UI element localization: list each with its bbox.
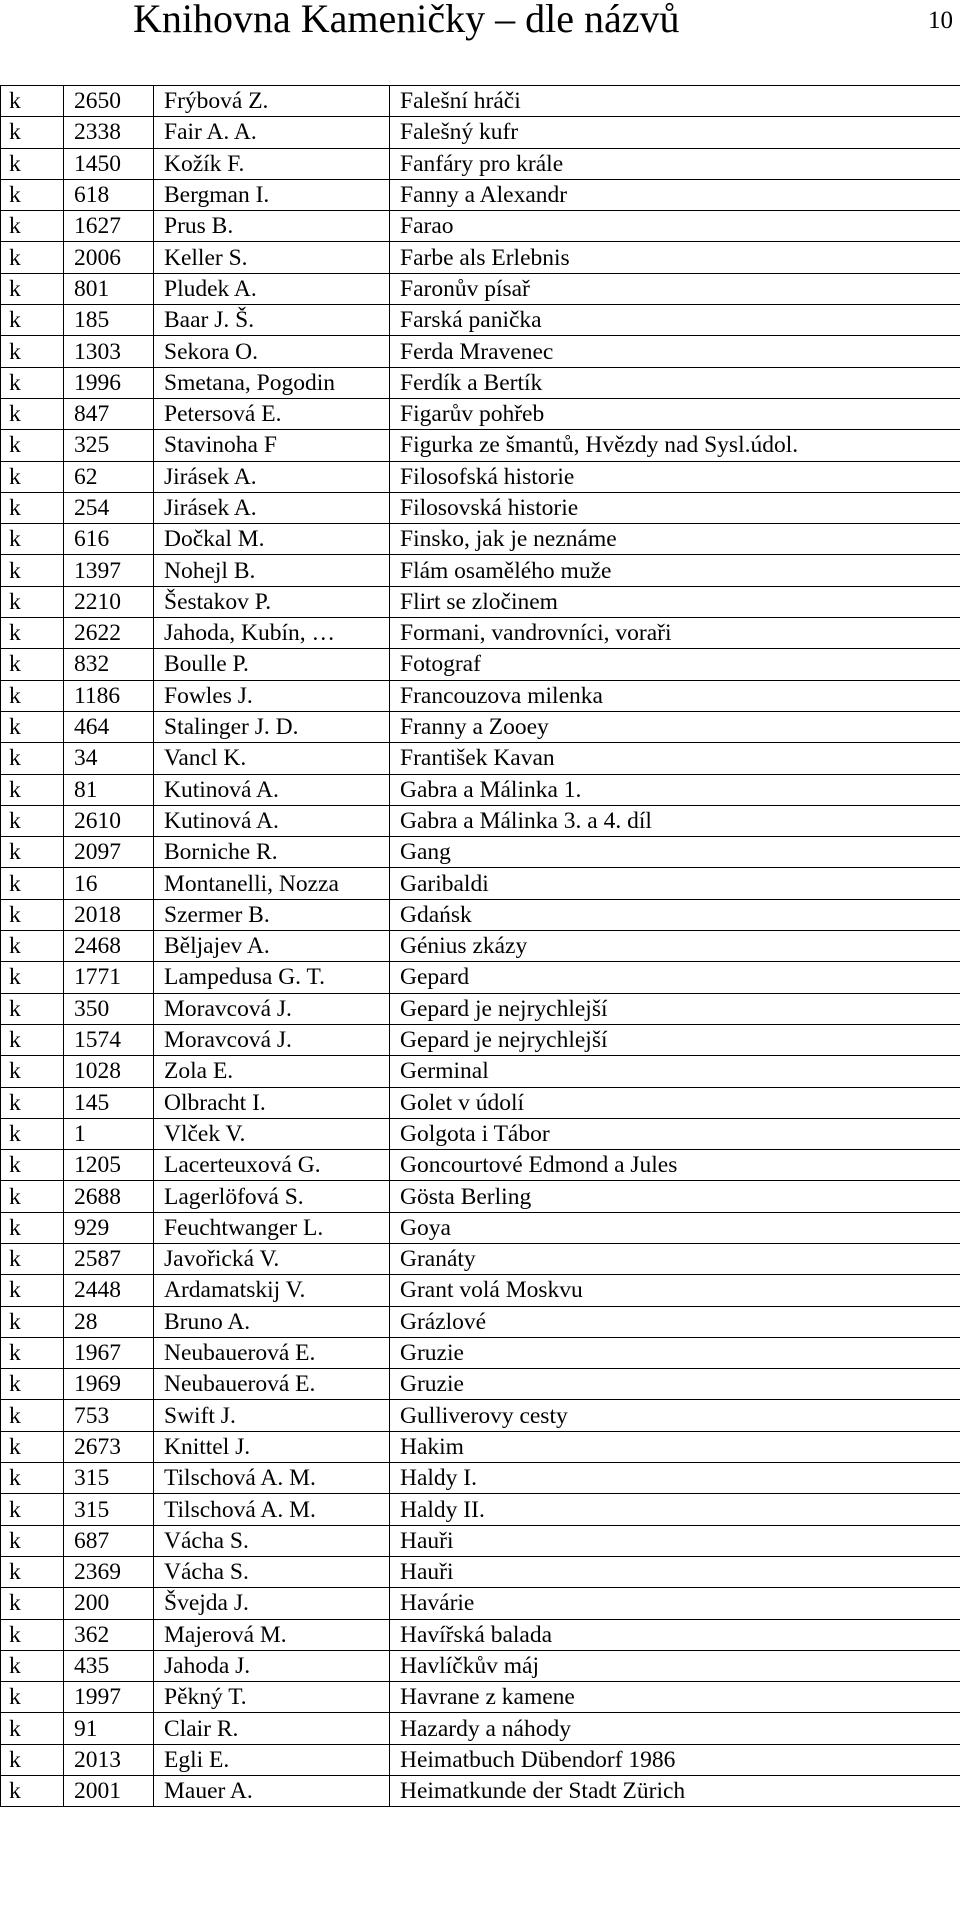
book-title-cell: Francouzova milenka	[390, 680, 960, 711]
author-cell: Clair R.	[154, 1713, 390, 1744]
author-cell: Keller S.	[154, 242, 390, 273]
author-cell: Lagerlöfová S.	[154, 1181, 390, 1212]
inventory-number-cell: 1574	[64, 1024, 154, 1055]
table-row	[1, 305, 960, 336]
author-cell: Javořická V.	[154, 1243, 390, 1274]
collection-code-cell: k	[1, 1024, 64, 1055]
collection-code-cell: k	[1, 774, 64, 805]
table-row	[1, 430, 960, 461]
book-title-cell: Gepard je nejrychlejší	[390, 1024, 960, 1055]
inventory-number-cell: 1967	[64, 1337, 154, 1368]
author-cell: Szermer B.	[154, 899, 390, 930]
collection-code-cell: k	[1, 993, 64, 1024]
page-number: 10	[928, 7, 953, 34]
book-title-cell: Goncourtové Edmond a Jules	[390, 1150, 960, 1181]
collection-code-cell: k	[1, 461, 64, 492]
collection-code-cell: k	[1, 1181, 64, 1212]
book-title-cell: Flirt se zločinem	[390, 586, 960, 617]
book-title-cell: Germinal	[390, 1056, 960, 1087]
table-row	[1, 1275, 960, 1306]
table-row	[1, 1212, 960, 1243]
book-title-cell: Gulliverovy cesty	[390, 1400, 960, 1431]
table-row	[1, 1744, 960, 1775]
author-cell: Ardamatskij V.	[154, 1275, 390, 1306]
author-cell: Feuchtwanger L.	[154, 1212, 390, 1243]
table-row	[1, 1431, 960, 1462]
book-title-cell: Heimatbuch Dübendorf 1986	[390, 1744, 960, 1775]
collection-code-cell: k	[1, 868, 64, 899]
inventory-number-cell: 145	[64, 1087, 154, 1118]
collection-code-cell: k	[1, 711, 64, 742]
inventory-number-cell: 34	[64, 743, 154, 774]
author-cell: Neubauerová E.	[154, 1369, 390, 1400]
table-row	[1, 1150, 960, 1181]
collection-code-cell: k	[1, 117, 64, 148]
book-title-cell: Gepard je nejrychlejší	[390, 993, 960, 1024]
inventory-number-cell: 435	[64, 1650, 154, 1681]
table-row	[1, 931, 960, 962]
inventory-number-cell: 200	[64, 1588, 154, 1619]
table-row	[1, 899, 960, 930]
book-title-cell: Hauři	[390, 1556, 960, 1587]
inventory-number-cell: 1450	[64, 148, 154, 179]
collection-code-cell: k	[1, 1588, 64, 1619]
table-row	[1, 1400, 960, 1431]
table-row	[1, 774, 960, 805]
table-row	[1, 1525, 960, 1556]
table-row	[1, 1306, 960, 1337]
inventory-number-cell: 185	[64, 305, 154, 336]
book-title-cell: Fanny a Alexandr	[390, 179, 960, 210]
table-row	[1, 1337, 960, 1368]
author-cell: Prus B.	[154, 211, 390, 242]
collection-code-cell: k	[1, 524, 64, 555]
table-row	[1, 1087, 960, 1118]
page-header	[0, 0, 960, 60]
book-title-cell: Havířská balada	[390, 1619, 960, 1650]
author-cell: Sekora O.	[154, 336, 390, 367]
author-cell: Fair A. A.	[154, 117, 390, 148]
book-title-cell: Golgota i Tábor	[390, 1118, 960, 1149]
inventory-number-cell: 2587	[64, 1243, 154, 1274]
author-cell: Vancl K.	[154, 743, 390, 774]
page-title: Knihovna Kameničky – dle názvů	[133, 0, 680, 41]
inventory-number-cell: 254	[64, 492, 154, 523]
book-title-cell: Gepard	[390, 962, 960, 993]
table-row	[1, 993, 960, 1024]
table-row	[1, 367, 960, 398]
collection-code-cell: k	[1, 1776, 64, 1807]
book-title-cell: Garibaldi	[390, 868, 960, 899]
author-cell: Moravcová J.	[154, 993, 390, 1024]
table-row	[1, 273, 960, 304]
inventory-number-cell: 28	[64, 1306, 154, 1337]
book-title-cell: Formani, vandrovníci, voraři	[390, 618, 960, 649]
author-cell: Frýbová Z.	[154, 86, 390, 117]
table-row	[1, 524, 960, 555]
collection-code-cell: k	[1, 1369, 64, 1400]
inventory-number-cell: 91	[64, 1713, 154, 1744]
inventory-number-cell: 618	[64, 179, 154, 210]
author-cell: Běljajev A.	[154, 931, 390, 962]
author-cell: Borniche R.	[154, 837, 390, 868]
collection-code-cell: k	[1, 1243, 64, 1274]
inventory-number-cell: 2468	[64, 931, 154, 962]
author-cell: Mauer A.	[154, 1776, 390, 1807]
author-cell: Jahoda, Kubín, …	[154, 618, 390, 649]
table-row	[1, 1588, 960, 1619]
table-row	[1, 837, 960, 868]
book-title-cell: Gabra a Málinka 1.	[390, 774, 960, 805]
collection-code-cell: k	[1, 1150, 64, 1181]
collection-code-cell: k	[1, 931, 64, 962]
book-title-cell: Finsko, jak je neznáme	[390, 524, 960, 555]
table-row	[1, 1619, 960, 1650]
table-row	[1, 1776, 960, 1807]
inventory-number-cell: 362	[64, 1619, 154, 1650]
collection-code-cell: k	[1, 1682, 64, 1713]
collection-code-cell: k	[1, 1337, 64, 1368]
table-row	[1, 1463, 960, 1494]
book-title-cell: Filosovská historie	[390, 492, 960, 523]
inventory-number-cell: 2448	[64, 1275, 154, 1306]
collection-code-cell: k	[1, 242, 64, 273]
inventory-number-cell: 2610	[64, 805, 154, 836]
book-title-cell: Farao	[390, 211, 960, 242]
author-cell: Jirásek A.	[154, 492, 390, 523]
book-title-cell: Filosofská historie	[390, 461, 960, 492]
author-cell: Bergman I.	[154, 179, 390, 210]
collection-code-cell: k	[1, 305, 64, 336]
table-row	[1, 1494, 960, 1525]
table-row	[1, 962, 960, 993]
inventory-number-cell: 801	[64, 273, 154, 304]
author-cell: Dočkal M.	[154, 524, 390, 555]
author-cell: Jahoda J.	[154, 1650, 390, 1681]
book-title-cell: Faronův písař	[390, 273, 960, 304]
inventory-number-cell: 350	[64, 993, 154, 1024]
collection-code-cell: k	[1, 1494, 64, 1525]
collection-code-cell: k	[1, 1650, 64, 1681]
author-cell: Stavinoha F	[154, 430, 390, 461]
collection-code-cell: k	[1, 899, 64, 930]
table-row	[1, 1181, 960, 1212]
collection-code-cell: k	[1, 1400, 64, 1431]
table-row	[1, 211, 960, 242]
inventory-number-cell: 687	[64, 1525, 154, 1556]
catalog-table-body	[1, 86, 960, 1807]
table-row	[1, 680, 960, 711]
author-cell: Swift J.	[154, 1400, 390, 1431]
inventory-number-cell: 2097	[64, 837, 154, 868]
inventory-number-cell: 62	[64, 461, 154, 492]
book-title-cell: Ferdík a Bertík	[390, 367, 960, 398]
table-row	[1, 86, 960, 117]
collection-code-cell: k	[1, 1212, 64, 1243]
author-cell: Zola E.	[154, 1056, 390, 1087]
author-cell: Nohejl B.	[154, 555, 390, 586]
book-title-cell: Haldy I.	[390, 1463, 960, 1494]
collection-code-cell: k	[1, 555, 64, 586]
table-row	[1, 461, 960, 492]
book-title-cell: Gang	[390, 837, 960, 868]
book-title-cell: Fanfáry pro krále	[390, 148, 960, 179]
author-cell: Egli E.	[154, 1744, 390, 1775]
book-title-cell: Heimatkunde der Stadt Zürich	[390, 1776, 960, 1807]
author-cell: Vlček V.	[154, 1118, 390, 1149]
author-cell: Vácha S.	[154, 1525, 390, 1556]
author-cell: Tilschová A. M.	[154, 1494, 390, 1525]
book-title-cell: Granáty	[390, 1243, 960, 1274]
author-cell: Fowles J.	[154, 680, 390, 711]
table-row	[1, 1243, 960, 1274]
author-cell: Smetana, Pogodin	[154, 367, 390, 398]
inventory-number-cell: 2688	[64, 1181, 154, 1212]
inventory-number-cell: 2210	[64, 586, 154, 617]
book-title-cell: Havrane z kamene	[390, 1682, 960, 1713]
inventory-number-cell: 2338	[64, 117, 154, 148]
author-cell: Lacerteuxová G.	[154, 1150, 390, 1181]
book-title-cell: Havárie	[390, 1588, 960, 1619]
author-cell: Tilschová A. M.	[154, 1463, 390, 1494]
inventory-number-cell: 315	[64, 1463, 154, 1494]
inventory-number-cell: 464	[64, 711, 154, 742]
collection-code-cell: k	[1, 1056, 64, 1087]
collection-code-cell: k	[1, 1525, 64, 1556]
book-title-cell: Falešný kufr	[390, 117, 960, 148]
author-cell: Jirásek A.	[154, 461, 390, 492]
inventory-number-cell: 81	[64, 774, 154, 805]
book-title-cell: Flám osamělého muže	[390, 555, 960, 586]
inventory-number-cell: 2001	[64, 1776, 154, 1807]
book-title-cell: Gösta Berling	[390, 1181, 960, 1212]
collection-code-cell: k	[1, 1744, 64, 1775]
book-title-cell: Hazardy a náhody	[390, 1713, 960, 1744]
inventory-number-cell: 325	[64, 430, 154, 461]
table-row	[1, 179, 960, 210]
author-cell: Montanelli, Nozza	[154, 868, 390, 899]
author-cell: Šestakov P.	[154, 586, 390, 617]
inventory-number-cell: 616	[64, 524, 154, 555]
table-row	[1, 743, 960, 774]
table-row	[1, 1650, 960, 1681]
inventory-number-cell: 315	[64, 1494, 154, 1525]
collection-code-cell: k	[1, 211, 64, 242]
collection-code-cell: k	[1, 273, 64, 304]
author-cell: Majerová M.	[154, 1619, 390, 1650]
table-row	[1, 1556, 960, 1587]
table-row	[1, 1118, 960, 1149]
author-cell: Pludek A.	[154, 273, 390, 304]
book-title-cell: Figarův pohřeb	[390, 398, 960, 429]
collection-code-cell: k	[1, 148, 64, 179]
author-cell: Kožík F.	[154, 148, 390, 179]
inventory-number-cell: 832	[64, 649, 154, 680]
book-title-cell: Gdańsk	[390, 899, 960, 930]
collection-code-cell: k	[1, 1556, 64, 1587]
book-title-cell: Hakim	[390, 1431, 960, 1462]
inventory-number-cell: 2018	[64, 899, 154, 930]
author-cell: Švejda J.	[154, 1588, 390, 1619]
collection-code-cell: k	[1, 398, 64, 429]
author-cell: Kutinová A.	[154, 805, 390, 836]
table-row	[1, 1369, 960, 1400]
author-cell: Vácha S.	[154, 1556, 390, 1587]
collection-code-cell: k	[1, 492, 64, 523]
book-title-cell: Grázlové	[390, 1306, 960, 1337]
collection-code-cell: k	[1, 962, 64, 993]
table-row	[1, 555, 960, 586]
inventory-number-cell: 2622	[64, 618, 154, 649]
collection-code-cell: k	[1, 86, 64, 117]
book-title-cell: František Kavan	[390, 743, 960, 774]
inventory-number-cell: 1303	[64, 336, 154, 367]
inventory-number-cell: 847	[64, 398, 154, 429]
table-row	[1, 805, 960, 836]
author-cell: Knittel J.	[154, 1431, 390, 1462]
book-title-cell: Havlíčkův máj	[390, 1650, 960, 1681]
collection-code-cell: k	[1, 1118, 64, 1149]
inventory-number-cell: 1969	[64, 1369, 154, 1400]
collection-code-cell: k	[1, 430, 64, 461]
inventory-number-cell: 1	[64, 1118, 154, 1149]
table-row	[1, 1056, 960, 1087]
book-title-cell: Golet v údolí	[390, 1087, 960, 1118]
collection-code-cell: k	[1, 1463, 64, 1494]
table-row	[1, 618, 960, 649]
book-title-cell: Falešní hráči	[390, 86, 960, 117]
collection-code-cell: k	[1, 1306, 64, 1337]
author-cell: Baar J. Š.	[154, 305, 390, 336]
table-row	[1, 1713, 960, 1744]
table-row	[1, 586, 960, 617]
inventory-number-cell: 1205	[64, 1150, 154, 1181]
book-title-cell: Gruzie	[390, 1337, 960, 1368]
inventory-number-cell: 1996	[64, 367, 154, 398]
author-cell: Boulle P.	[154, 649, 390, 680]
table-row	[1, 1682, 960, 1713]
author-cell: Moravcová J.	[154, 1024, 390, 1055]
table-row	[1, 242, 960, 273]
collection-code-cell: k	[1, 367, 64, 398]
author-cell: Lampedusa G. T.	[154, 962, 390, 993]
collection-code-cell: k	[1, 179, 64, 210]
author-cell: Kutinová A.	[154, 774, 390, 805]
author-cell: Petersová E.	[154, 398, 390, 429]
inventory-number-cell: 1028	[64, 1056, 154, 1087]
collection-code-cell: k	[1, 1713, 64, 1744]
collection-code-cell: k	[1, 1431, 64, 1462]
table-row	[1, 148, 960, 179]
table-row	[1, 492, 960, 523]
author-cell: Pěkný T.	[154, 1682, 390, 1713]
author-cell: Neubauerová E.	[154, 1337, 390, 1368]
book-title-cell: Farská panička	[390, 305, 960, 336]
collection-code-cell: k	[1, 336, 64, 367]
table-row	[1, 1024, 960, 1055]
table-row	[1, 336, 960, 367]
inventory-number-cell: 1186	[64, 680, 154, 711]
book-title-cell: Fotograf	[390, 649, 960, 680]
inventory-number-cell: 753	[64, 1400, 154, 1431]
book-title-cell: Gruzie	[390, 1369, 960, 1400]
author-cell: Stalinger J. D.	[154, 711, 390, 742]
book-title-cell: Ferda Mravenec	[390, 336, 960, 367]
book-title-cell: Franny a Zooey	[390, 711, 960, 742]
inventory-number-cell: 2673	[64, 1431, 154, 1462]
collection-code-cell: k	[1, 1275, 64, 1306]
inventory-number-cell: 1997	[64, 1682, 154, 1713]
book-title-cell: Figurka ze šmantů, Hvězdy nad Sysl.údol.	[390, 430, 960, 461]
table-row	[1, 868, 960, 899]
collection-code-cell: k	[1, 837, 64, 868]
table-row	[1, 117, 960, 148]
inventory-number-cell: 2006	[64, 242, 154, 273]
table-row	[1, 649, 960, 680]
collection-code-cell: k	[1, 805, 64, 836]
inventory-number-cell: 2369	[64, 1556, 154, 1587]
table-row	[1, 711, 960, 742]
collection-code-cell: k	[1, 1087, 64, 1118]
book-title-cell: Génius zkázy	[390, 931, 960, 962]
inventory-number-cell: 16	[64, 868, 154, 899]
collection-code-cell: k	[1, 1619, 64, 1650]
inventory-number-cell: 1771	[64, 962, 154, 993]
collection-code-cell: k	[1, 618, 64, 649]
book-title-cell: Gabra a Málinka 3. a 4. díl	[390, 805, 960, 836]
book-title-cell: Haldy II.	[390, 1494, 960, 1525]
book-title-cell: Grant volá Moskvu	[390, 1275, 960, 1306]
inventory-number-cell: 1397	[64, 555, 154, 586]
collection-code-cell: k	[1, 586, 64, 617]
catalog-table	[0, 85, 960, 1807]
author-cell: Bruno A.	[154, 1306, 390, 1337]
inventory-number-cell: 2650	[64, 86, 154, 117]
author-cell: Olbracht I.	[154, 1087, 390, 1118]
table-row	[1, 398, 960, 429]
inventory-number-cell: 1627	[64, 211, 154, 242]
collection-code-cell: k	[1, 649, 64, 680]
inventory-number-cell: 929	[64, 1212, 154, 1243]
book-title-cell: Goya	[390, 1212, 960, 1243]
book-title-cell: Hauři	[390, 1525, 960, 1556]
collection-code-cell: k	[1, 743, 64, 774]
inventory-number-cell: 2013	[64, 1744, 154, 1775]
book-title-cell: Farbe als Erlebnis	[390, 242, 960, 273]
collection-code-cell: k	[1, 680, 64, 711]
